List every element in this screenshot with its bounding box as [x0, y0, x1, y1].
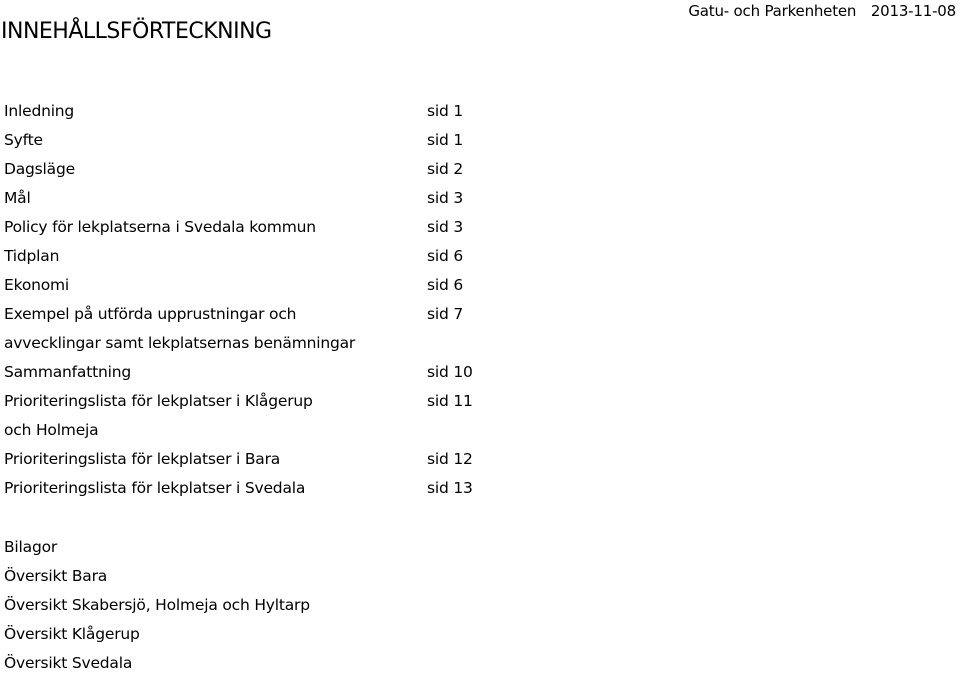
- toc-entry-title: Dagsläge: [4, 160, 75, 178]
- toc-entry: [4, 242, 564, 271]
- toc-entry-page: sid 6: [427, 247, 464, 265]
- toc-entry-page: sid 1: [427, 131, 464, 149]
- toc-entry: [4, 387, 564, 416]
- appendix-item: Översikt Skabersjö, Holmeja och Hyltarp: [4, 596, 310, 614]
- appendix-heading: Bilagor: [4, 538, 58, 556]
- toc-entry-page: sid 13: [427, 479, 473, 497]
- table-of-contents: [4, 97, 564, 503]
- toc-entry-title: Ekonomi: [4, 276, 70, 294]
- toc-entry-title: Prioriteringslista för lekplatser i Klågerup: [4, 392, 313, 410]
- toc-entry-title: och Holmeja: [4, 421, 99, 439]
- toc-entry: [4, 271, 564, 300]
- toc-entry: [4, 300, 564, 329]
- toc-entry: [4, 97, 564, 126]
- appendix-list: [4, 533, 310, 678]
- toc-entry-title: Prioriteringslista för lekplatser i Bara: [4, 450, 281, 468]
- document-date: 2013-11-08: [870, 2, 956, 20]
- toc-entry: [4, 329, 564, 358]
- toc-entry: [4, 184, 564, 213]
- toc-entry: [4, 213, 564, 242]
- toc-entry-title: Prioriteringslista för lekplatser i Svedala: [4, 479, 306, 497]
- department-name: Gatu- och Parkenheten: [688, 2, 857, 20]
- toc-entry-title: Exempel på utförda upprustningar och: [4, 305, 297, 323]
- appendix-item: Översikt Svedala: [4, 654, 133, 672]
- toc-entry-title: Sammanfattning: [4, 363, 131, 381]
- document-header-info: [688, 2, 956, 20]
- toc-entry-title: avvecklingar samt lekplatsernas benämningar: [4, 334, 356, 352]
- toc-entry-page: sid 3: [427, 218, 464, 236]
- toc-entry-page: sid 10: [427, 363, 473, 381]
- toc-entry-title: Syfte: [4, 131, 43, 149]
- toc-entry-page: sid 7: [427, 305, 464, 323]
- toc-entry-title: Tidplan: [4, 247, 60, 265]
- page-title: INNEHÅLLSFÖRTECKNING: [1, 19, 272, 44]
- appendix-item: Översikt Bara: [4, 567, 108, 585]
- toc-entry: [4, 416, 564, 445]
- toc-entry-page: sid 1: [427, 102, 464, 120]
- toc-entry: [4, 155, 564, 184]
- toc-entry-title: Inledning: [4, 102, 75, 120]
- toc-entry: [4, 474, 564, 503]
- toc-entry: [4, 445, 564, 474]
- toc-entry: [4, 126, 564, 155]
- toc-entry-title: Policy för lekplatserna i Svedala kommun: [4, 218, 316, 236]
- appendix-item: Översikt Klågerup: [4, 625, 140, 643]
- toc-entry-page: sid 2: [427, 160, 464, 178]
- toc-entry-page: sid 12: [427, 450, 473, 468]
- toc-entry-page: sid 6: [427, 276, 464, 294]
- toc-entry: [4, 358, 564, 387]
- toc-entry-page: sid 11: [427, 392, 473, 410]
- toc-entry-title: Mål: [4, 189, 31, 207]
- toc-entry-page: sid 3: [427, 189, 464, 207]
